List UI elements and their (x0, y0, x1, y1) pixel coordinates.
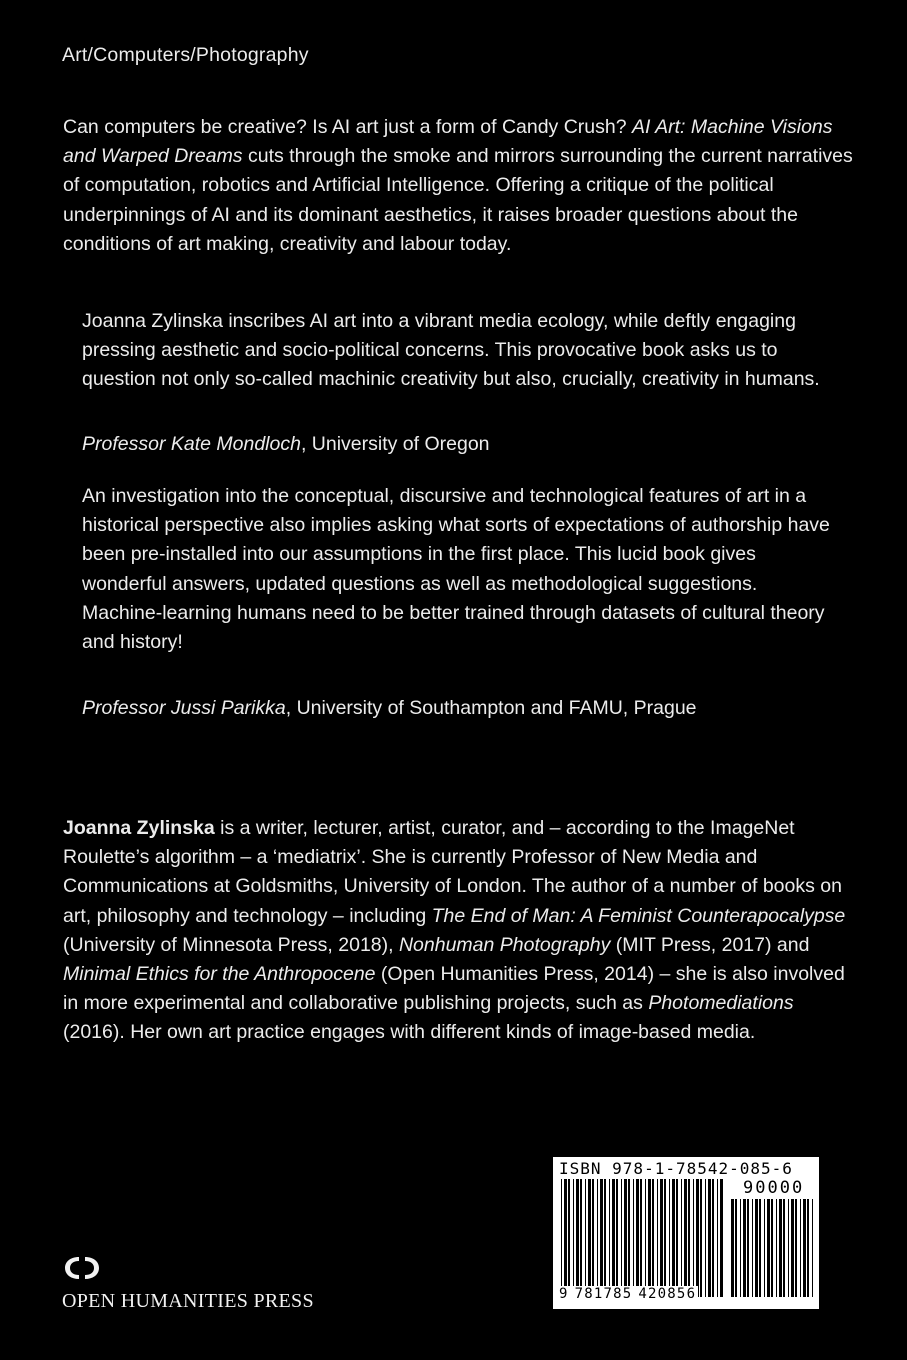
isbn-label: ISBN 978-1-78542-085-6 (559, 1159, 793, 1178)
bio-book-title: The End of Man: A Feminist Counterapocalypse (431, 904, 846, 927)
barcode-bar (783, 1199, 785, 1297)
author-bio (63, 814, 853, 1048)
barcode-bar (624, 1179, 627, 1297)
barcode-bar (755, 1199, 758, 1297)
barcode-bar (803, 1199, 806, 1297)
barcode-bar (684, 1179, 687, 1297)
barcode-bar (672, 1179, 675, 1297)
bio-text: (MIT Press, 2017) and (610, 933, 810, 956)
barcode-bar (561, 1179, 562, 1297)
barcode-bar (788, 1199, 789, 1297)
barcode-bar (660, 1179, 663, 1297)
barcode-bar (669, 1179, 670, 1297)
barcode-bar (712, 1179, 714, 1297)
barcode-bar (636, 1179, 639, 1297)
barcode-bar (720, 1179, 723, 1297)
ean-digits-left: 781785 (574, 1286, 633, 1302)
barcode-bar (612, 1179, 615, 1297)
barcode-bar (580, 1179, 582, 1297)
book-title: AI Art: Machine Visions and Warped Dreams (63, 116, 833, 168)
barcode-bar (633, 1179, 634, 1297)
ean-digits-right: 420856 (638, 1286, 697, 1302)
bio-book-title: Nonhuman Photography (398, 933, 611, 956)
barcode-bar (812, 1199, 813, 1297)
barcode-bar (600, 1179, 603, 1297)
bio-book-title: Minimal Ethics for the Anthropocene (63, 963, 376, 986)
barcode-bar (764, 1199, 765, 1297)
blurb-text-start: Can computers be creative? Is AI art just a form of Candy Crush? (63, 116, 633, 138)
barcode-bar (592, 1179, 594, 1297)
barcode-bar (597, 1179, 598, 1297)
barcode-bar (604, 1179, 606, 1297)
ean-digits (557, 1286, 698, 1302)
barcode-bar (752, 1199, 753, 1297)
barcode-bar (621, 1179, 622, 1297)
barcode-bar (573, 1179, 574, 1297)
publisher-name: OPEN HUMANITIES PRESS (62, 1290, 314, 1312)
barcode-bar (705, 1179, 706, 1297)
endorsement-quote-2: An investigation into the conceptual, discursive and technological features of art in a historical perspective also implies asking what sorts of expectations of authorship have been pre-installed into our assumptions in the first place. This lucid book gives wonderful answers, updated questions as well as methodological suggestions. Machine-learning humans need to be better trained through datasets of cultural theory and history! (82, 485, 830, 654)
bio-text: (2016). Her own art practice engages with different kinds of image-based media. (63, 1021, 756, 1044)
bio-text: (University of Minnesota Press, 2018), (63, 933, 399, 956)
barcode-bar (708, 1179, 711, 1297)
barcode-bar (648, 1179, 651, 1297)
barcode-bar (657, 1179, 658, 1297)
publisher-logo-icon (63, 1253, 101, 1283)
book-blurb (63, 113, 853, 259)
bio-book-title: Photomediations (648, 992, 794, 1015)
barcode-bar (585, 1179, 586, 1297)
barcode-bar (717, 1179, 718, 1297)
barcode-bar (747, 1199, 749, 1297)
bio-text: (Open Humanities Press, 2014) – she is also involved in more experimental and collaborative publishing projects, such as (63, 963, 845, 1015)
barcode-bar (588, 1179, 591, 1297)
barcode-bar (735, 1199, 737, 1297)
endorsement-quote-1: Joanna Zylinska inscribes AI art into a vibrant media ecology, while deftly engaging pressing aesthetic and socio-political concerns. This provocative book asks us to question not only so-called machinic creativity but also, crucially, creativity in humans. (82, 310, 820, 391)
barcode-bar (688, 1179, 690, 1297)
barcode-bar (609, 1179, 610, 1297)
barcode-bar (740, 1199, 741, 1297)
bio-text: is a writer, lecturer, artist, curator, and – according to the ImageNet Roulette’s algorithm – a ‘mediatrix’. She is currently Professor of New Media and Communications at Goldsmiths, University of London. The author of a number of books on art, philosophy and technology – including (63, 817, 842, 927)
barcode-bar (776, 1199, 777, 1297)
barcode-bar (767, 1199, 770, 1297)
price-code: 90000 (743, 1178, 805, 1198)
barcode-bar (676, 1179, 678, 1297)
author-name: Joanna Zylinska (63, 817, 215, 839)
barcode-bar (743, 1199, 746, 1297)
barcode-bar (628, 1179, 630, 1297)
barcode-bar (576, 1179, 579, 1297)
barcode-bar (795, 1199, 797, 1297)
barcode-bar (800, 1199, 801, 1297)
ean-digit-first: 9 (559, 1286, 569, 1302)
barcode-bar (693, 1179, 694, 1297)
barcode-bar (696, 1179, 699, 1297)
barcode-bar (568, 1179, 570, 1297)
endorser-affiliation-1: , University of Oregon (300, 433, 490, 455)
isbn-barcode (553, 1157, 819, 1309)
blurb-text-end: cuts through the smoke and mirrors surrounding the current narratives of computation, robotics and Artificial Intelligence. Offering a critique of the political underpinnings of AI and its dominant aesthetics, it raises broader questions about the conditions of art making, creativity and labour today. (63, 145, 853, 255)
endorser-name-2: Professor Jussi Parikka (82, 697, 286, 719)
barcode-bar (771, 1199, 773, 1297)
barcode-bar (645, 1179, 646, 1297)
barcode-bar (791, 1199, 794, 1297)
barcode-bar (681, 1179, 682, 1297)
endorser-affiliation-2: , University of Southampton and FAMU, Prague (285, 697, 697, 719)
barcode-bar (700, 1179, 702, 1297)
category-label: Art/Computers/Photography (62, 44, 309, 66)
endorsement-attribution-1 (82, 433, 490, 456)
barcode-bar (640, 1179, 642, 1297)
barcode-bar (652, 1179, 654, 1297)
barcode-bar (807, 1199, 809, 1297)
barcode-bar (759, 1199, 761, 1297)
endorsement-attribution-2 (82, 697, 697, 720)
barcode-bar (731, 1199, 734, 1297)
barcode-bar (564, 1179, 567, 1297)
barcode-bar (779, 1199, 782, 1297)
barcode-bar (616, 1179, 618, 1297)
barcode-bar (664, 1179, 666, 1297)
endorser-name-1: Professor Kate Mondloch (82, 433, 301, 455)
